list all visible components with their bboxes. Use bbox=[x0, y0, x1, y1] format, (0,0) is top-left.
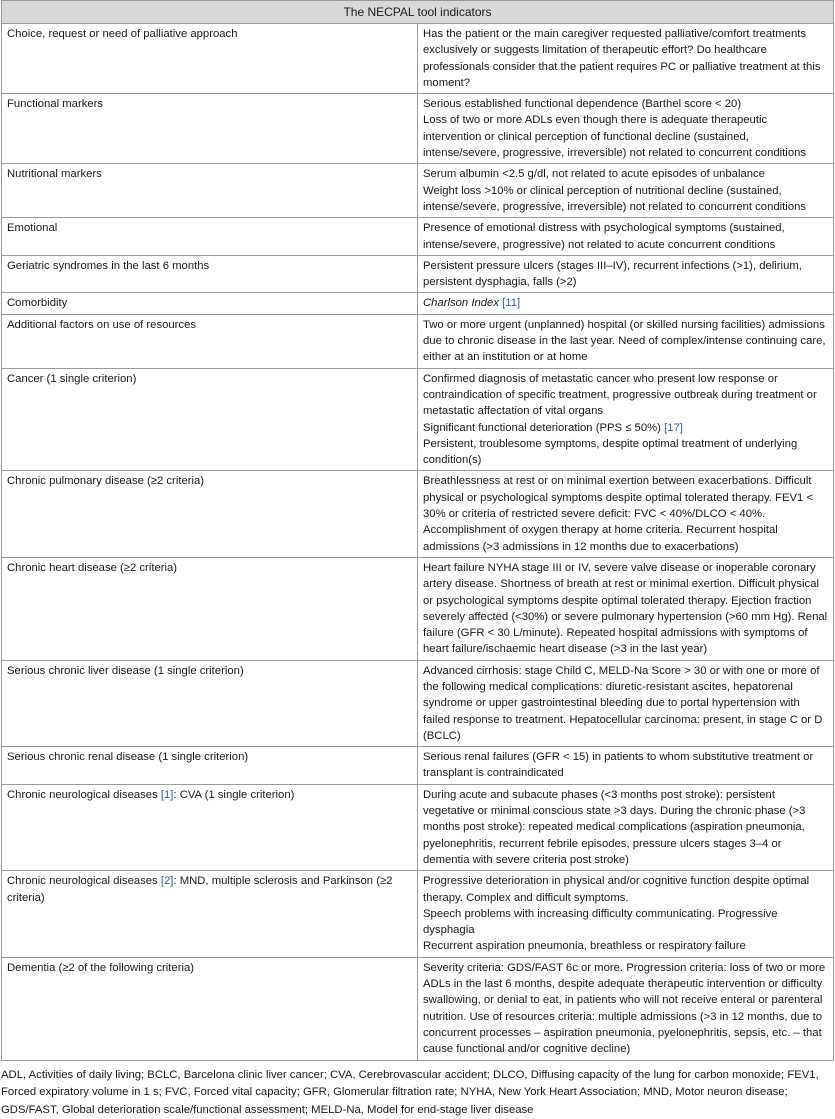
table-row bbox=[2, 314, 834, 368]
content-line: Weight loss >10% or clinical perception of nutritional decline (sustained, intense/severe, progressive, irreversible) not related to concurrent conditions bbox=[423, 184, 807, 213]
content-line: Speech problems with increasing difficulty communicating. Progressive dysphagia bbox=[423, 907, 778, 937]
row-content bbox=[418, 164, 834, 218]
table-row bbox=[2, 164, 834, 218]
row-content bbox=[418, 957, 834, 1060]
content-line: Persistent pressure ulcers (stages III–IV), recurrent infections (>1), delirium, persistent dysphagia, falls (>2) bbox=[423, 259, 802, 289]
content-line: Presence of emotional distress with psychological symptoms (sustained, intense/severe, progressive) not related to acute concurrent conditions bbox=[423, 222, 785, 251]
row-label-text: : CVA (1 single criterion) bbox=[173, 788, 295, 801]
table-row bbox=[2, 557, 834, 660]
charlson-index-text: Charlson Index bbox=[423, 297, 499, 310]
row-label: Functional markers bbox=[2, 94, 418, 164]
citation-link[interactable]: [17] bbox=[664, 421, 683, 434]
table-row bbox=[2, 218, 834, 256]
table-title: The NECPAL tool indicators bbox=[2, 1, 834, 24]
table-row bbox=[2, 784, 834, 870]
content-line: Two or more urgent (unplanned) hospital (or skilled nursing facilities) admissions due to chronic disease in the last year. Need of complex/intense continuing care, either at an institution or at home bbox=[423, 318, 826, 364]
row-label: Dementia (≥2 of the following criteria) bbox=[2, 957, 418, 1060]
content-line: Recurrent aspiration pneumonia, breathless or respiratory failure bbox=[423, 940, 746, 953]
necpal-table bbox=[1, 0, 834, 1061]
row-content bbox=[418, 557, 834, 660]
row-label: Nutritional markers bbox=[2, 164, 418, 218]
row-label-text: Chronic neurological diseases bbox=[7, 875, 158, 888]
content-line: During acute and subacute phases (<3 months post stroke): persistent vegetative or minimal conscious state >3 days. During the chronic phase (>3 months post stroke): repeated medical complications (aspiration pneumonia, pyelonephritis, recurrent febrile episodes, pressure ulcers stages 3–4 or dementia with severe criteria post stroke) bbox=[423, 788, 806, 866]
table-row bbox=[2, 368, 834, 471]
row-label: Additional factors on use of resources bbox=[2, 314, 418, 368]
table-row bbox=[2, 94, 834, 164]
content-line: Serum albumin <2.5 g/dl, not related to acute episodes of unbalance bbox=[423, 168, 765, 181]
row-content bbox=[418, 368, 834, 471]
row-label: Geriatric syndromes in the last 6 months bbox=[2, 255, 418, 293]
row-label-text: Chronic neurological diseases bbox=[7, 788, 158, 801]
content-line: Progressive deterioration in physical and/or cognitive function despite optimal therapy. Complex and difficult symptoms. bbox=[423, 875, 810, 904]
content-line: Advanced cirrhosis: stage Child C, MELD-Na Score > 30 or with one or more of the following medical complications: diuretic-resistant ascites, hepatorenal syndrome or upper gastrointestinal bleeding due to portal hypertension with failed response to treatment. Hepatocellular carcinoma: present, in stage C or D (BCLC) bbox=[423, 664, 823, 742]
table-row bbox=[2, 957, 834, 1060]
content-line: Confirmed diagnosis of metastatic cancer who present low response or contraindication of specific treatment, progressive outbreak during treatment or metastatic affectation of vital organs bbox=[423, 372, 817, 418]
content-line: Breathlessness at rest or on minimal exertion between exacerbations. Difficult physical or psychological symptoms despite optimal tolerated therapy. FEV1 < 30% or criteria of restricted severe deficit: FVC < 40%/DLCO < 40%. Accomplishment of oxygen therapy at home criteria. Recurrent hospital admissions (>3 admissions in 12 months due to exacerbations) bbox=[423, 475, 814, 553]
row-label: Emotional bbox=[2, 218, 418, 256]
content-line: Severity criteria: GDS/FAST 6c or more. Progression criteria: loss of two or more ADLs in the last 6 months, despite adequate therapeutic intervention or difficulty swallowing, or denial to eat, in patients who will not receive enteral or parenteral nutrition. Use of resources criteria: multiple admissions (>3 in 12 months, due to concurrent processes – aspiration pneumonia, pyelonephritis, sepsis, etc. – that cause functional and/or cognitive decline) bbox=[423, 961, 826, 1056]
row-content bbox=[418, 747, 834, 785]
row-label: Chronic heart disease (≥2 criteria) bbox=[2, 557, 418, 660]
citation-link[interactable]: [11] bbox=[502, 297, 521, 310]
table-row bbox=[2, 255, 834, 293]
row-content bbox=[418, 218, 834, 256]
table-row bbox=[2, 471, 834, 557]
row-content bbox=[418, 871, 834, 957]
table-row bbox=[2, 660, 834, 746]
content-text: Significant functional deterioration (PPS ≤ 50%) bbox=[423, 421, 661, 434]
content-line: Heart failure NYHA stage III or IV, severe valve disease or inoperable coronary artery disease. Shortness of breath at rest or minimal exertion. Difficult physical or psychological symptoms despite optimal tolerated therapy. Ejection fraction severely affected (<30%) or severe pulmonary hypertension (>60 mm Hg). Renal failure (GFR < 30 L/minute). Repeated hospital admissions with symptoms of heart failure/ischaemic heart disease (>3 in the last year) bbox=[423, 561, 828, 656]
citation-link[interactable]: [2] bbox=[160, 875, 174, 888]
row-label-text: : MND, multiple sclerosis and Parkinson (≥2 criteria) bbox=[7, 875, 393, 904]
row-label: Choice, request or need of palliative approach bbox=[2, 24, 418, 94]
row-content bbox=[418, 24, 834, 94]
row-label bbox=[2, 784, 418, 870]
row-content bbox=[418, 660, 834, 746]
table-row bbox=[2, 24, 834, 94]
content-line: Has the patient or the main caregiver requested palliative/comfort treatments exclusively or suggests limitation of therapeutic effort? Do healthcare professionals consider that the patient requires PC or palliative treatment at this moment? bbox=[423, 28, 821, 89]
table-row bbox=[2, 871, 834, 957]
content-line: Persistent, troublesome symptoms, despite optimal treatment of underlying condition(s) bbox=[423, 437, 798, 467]
content-line: Serious renal failures (GFR < 15) in patients to whom substitutive treatment or transplant is contraindicated bbox=[423, 751, 814, 780]
table-footnote: ADL, Activities of daily living; BCLC, Barcelona clinic liver cancer; CVA, Cerebrovascular accident; DLCO, Diffusing capacity of the lung for carbon monoxide; FEV1, Forced expiratory volume in 1 s; FVC, Forced vital capacity; GFR, Glomerular filtration rate; NYHA, New York Heart Association; MND, Motor neuron disease; GDS/FAST, Global deterioration scale/functional assessment; MELD-Na, Model for end-stage liver disease bbox=[1, 1068, 819, 1116]
row-content bbox=[418, 94, 834, 164]
content-line: Loss of two or more ADLs even though there is adequate therapeutic intervention or clinical perception of functional decline (sustained, intense/severe, progressive, irreversible) not related to concurrent conditions bbox=[423, 114, 807, 160]
row-content bbox=[418, 293, 834, 314]
content-line bbox=[423, 420, 828, 436]
row-label: Comorbidity bbox=[2, 293, 418, 314]
row-label: Cancer (1 single criterion) bbox=[2, 368, 418, 471]
row-label: Serious chronic renal disease (1 single criterion) bbox=[2, 747, 418, 785]
row-content bbox=[418, 471, 834, 557]
row-content bbox=[418, 314, 834, 368]
table-row bbox=[2, 747, 834, 785]
row-label bbox=[2, 871, 418, 957]
table-row bbox=[2, 293, 834, 314]
row-content bbox=[418, 255, 834, 293]
table-header-row bbox=[2, 1, 834, 24]
row-label: Chronic pulmonary disease (≥2 criteria) bbox=[2, 471, 418, 557]
row-content bbox=[418, 784, 834, 870]
content-line: Serious established functional dependence (Barthel score < 20) bbox=[423, 98, 742, 111]
citation-link[interactable]: [1] bbox=[160, 788, 174, 801]
row-label: Serious chronic liver disease (1 single criterion) bbox=[2, 660, 418, 746]
